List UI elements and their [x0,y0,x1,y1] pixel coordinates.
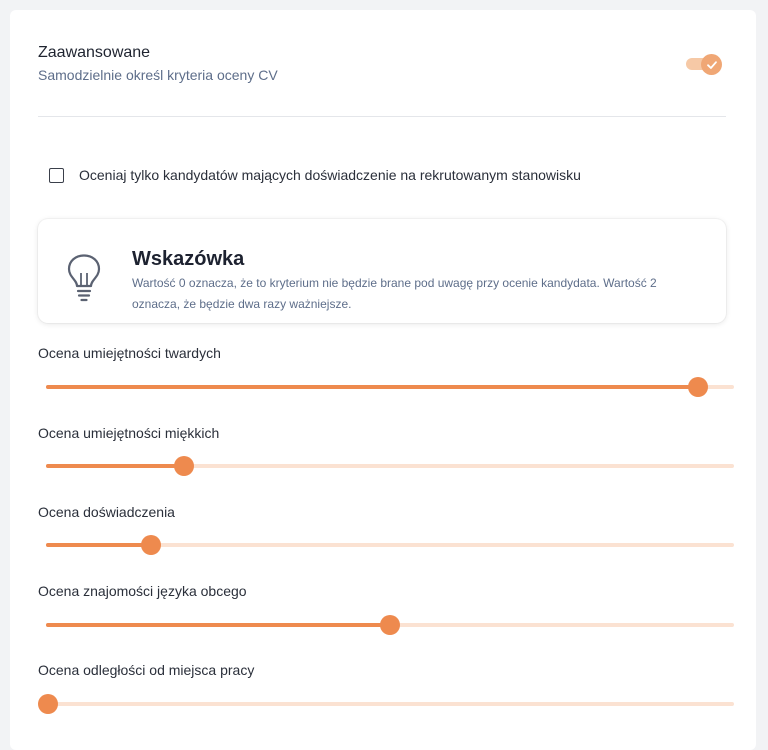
slider-label-experience: Ocena doświadczenia [38,504,175,520]
slider-distance[interactable] [46,694,734,714]
slider-thumb[interactable] [141,535,161,555]
slider-fill [46,623,390,627]
slider-language[interactable] [46,615,734,635]
slider-label-language: Ocena znajomości języka obcego [38,583,247,599]
tip-title: Wskazówka [132,248,245,270]
slider-thumb[interactable] [688,377,708,397]
slider-label-soft-skills: Ocena umiejętności miękkich [38,425,220,441]
slider-thumb[interactable] [380,615,400,635]
tip-box [38,219,726,323]
slider-thumb[interactable] [38,694,58,714]
slider-experience[interactable] [46,535,734,555]
advanced-title: Zaawansowane [38,44,151,61]
slider-hard-skills[interactable] [46,377,734,397]
slider-fill [46,464,184,468]
experience-only-checkbox[interactable] [49,168,64,183]
slider-thumb[interactable] [174,456,194,476]
advanced-subtitle: Samodzielnie określ kryteria oceny CV [38,67,278,83]
advanced-toggle[interactable] [686,55,722,73]
tip-text: Wartość 0 oznacza, że to kryterium nie będzie brane pod uwagę przy ocenie kandydata. Wartość 2 oznacza, że będzie dwa razy ważniejsze. [132,276,657,311]
slider-label-hard-skills: Ocena umiejętności twardych [38,345,221,361]
divider [38,116,726,117]
lightbulb-icon [66,253,102,303]
experience-only-checkbox-row[interactable] [49,167,581,183]
slider-label-distance: Ocena odległości od miejsca pracy [38,662,255,678]
check-icon [706,59,718,71]
slider-fill [46,543,151,547]
toggle-knob [701,54,722,75]
slider-soft-skills[interactable] [46,456,734,476]
slider-rail [46,702,734,706]
experience-only-label: Oceniaj tylko kandydatów mających doświadczenie na rekrutowanym stanowisku [79,167,581,183]
slider-fill [46,385,698,389]
settings-card [10,10,756,750]
